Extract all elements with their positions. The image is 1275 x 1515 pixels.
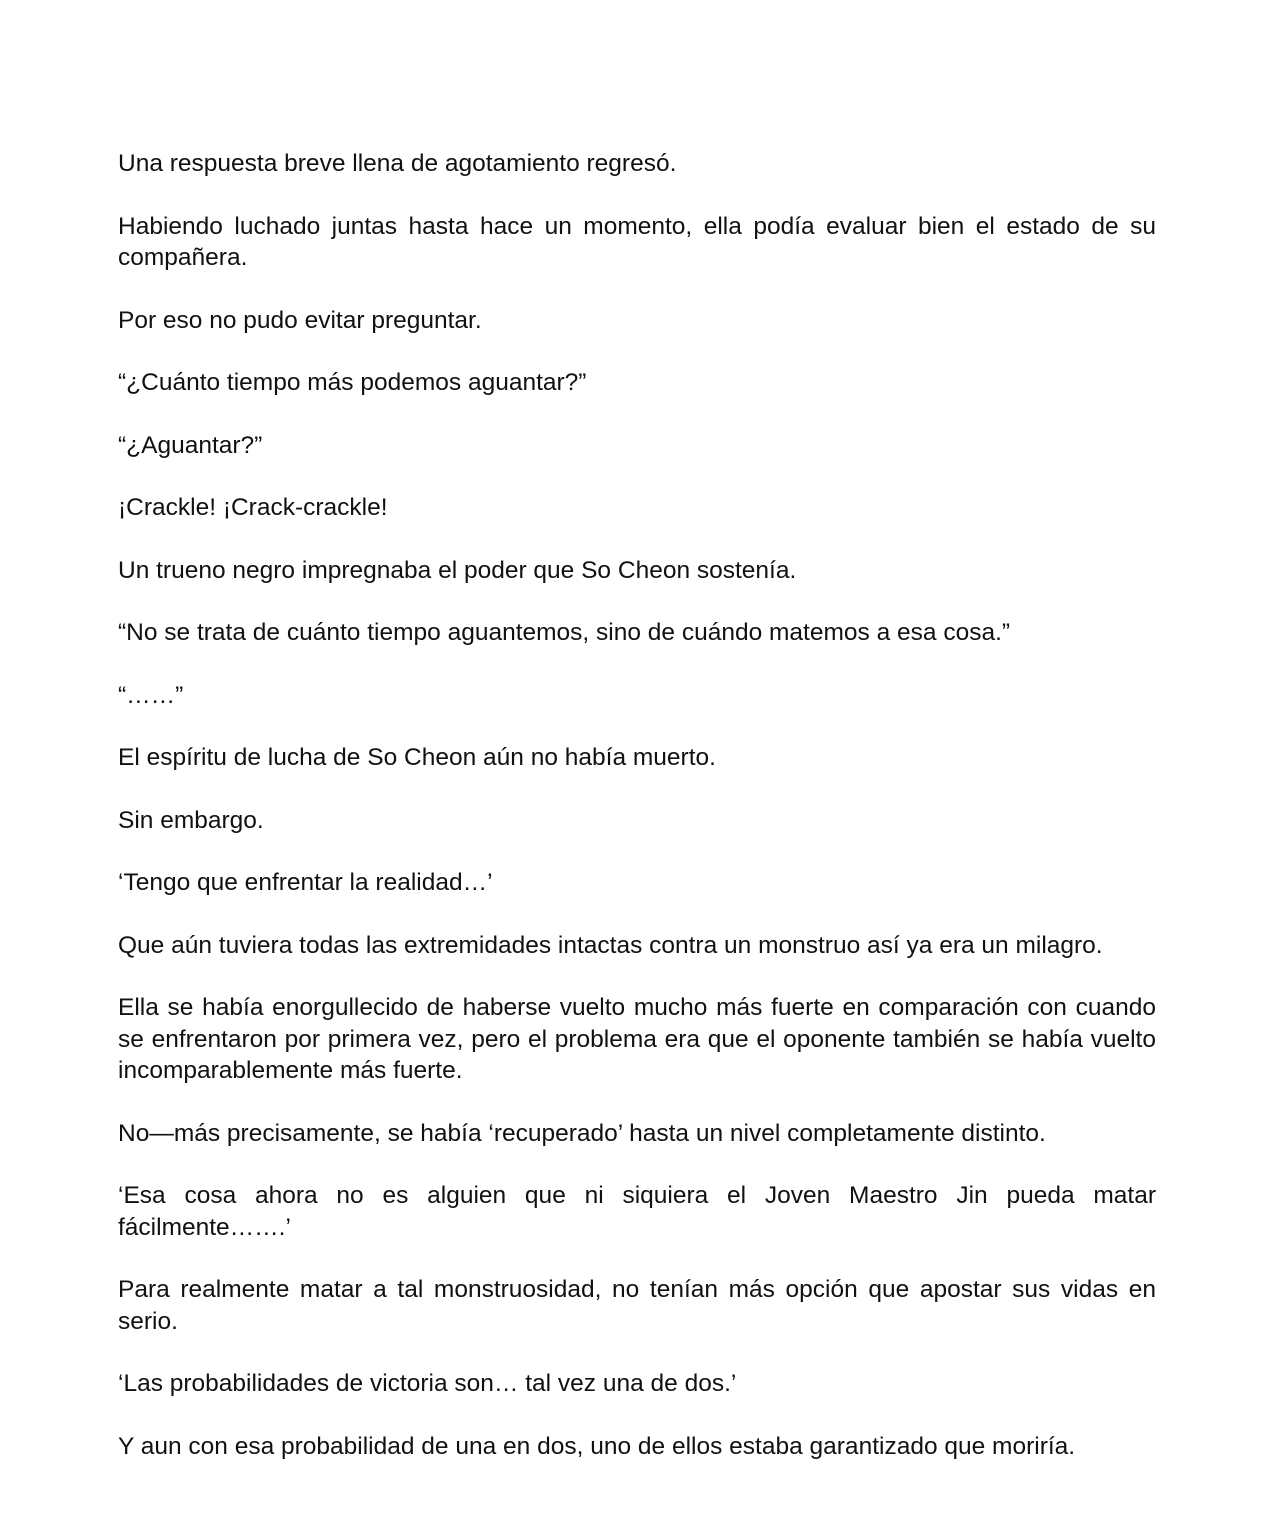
sound-effect: ¡Crackle! ¡Crack-crackle! (118, 494, 388, 521)
thought-line: ‘Las probabilidades de victoria son… tal vez una de dos.’ (118, 1370, 737, 1397)
body-text (118, 148, 1156, 1493)
dialogue-line: “……” (118, 681, 184, 709)
paragraph: Ella se había enorgullecido de haberse vuelto mucho más fuerte en comparación con cuando se enfrentaron por primera vez, pero el problema era que el oponente también se había vuelto incomparablemente más fuerte. (118, 994, 1156, 1084)
dialogue-line: “No se trata de cuánto tiempo aguantemos, sino de cuándo matemos a esa cosa.” (118, 619, 1011, 646)
paragraph: Para realmente matar a tal monstruosidad, no tenían más opción que apostar sus vidas en serio. (118, 1276, 1156, 1335)
paragraph: Una respuesta breve llena de agotamiento regresó. (118, 150, 677, 177)
paragraph: El espíritu de lucha de So Cheon aún no había muerto. (118, 744, 716, 771)
dialogue-line: “¿Cuánto tiempo más podemos aguantar?” (118, 369, 587, 396)
thought-line: ‘Esa cosa ahora no es alguien que ni siquiera el Joven Maestro Jin pueda matar fácilmente…….’ (118, 1182, 1156, 1241)
paragraph: Que aún tuviera todas las extremidades intactas contra un monstruo así ya era un milagro. (118, 931, 1103, 959)
paragraph: Por eso no pudo evitar preguntar. (118, 306, 482, 334)
paragraph: Habiendo luchado juntas hasta hace un momento, ella podía evaluar bien el estado de su compañera. (118, 212, 1156, 271)
paragraph: No—más precisamente, se había ‘recuperado’ hasta un nivel completamente distinto. (118, 1119, 1046, 1147)
paragraph: Y aun con esa probabilidad de una en dos, uno de ellos estaba garantizado que moriría. (118, 1432, 1076, 1460)
dialogue-line: “¿Aguantar?” (118, 431, 263, 459)
thought-line: ‘Tengo que enfrentar la realidad…’ (118, 869, 493, 896)
paragraph: Un trueno negro impregnaba el poder que So Cheon sostenía. (118, 556, 797, 584)
paragraph: Sin embargo. (118, 806, 264, 834)
